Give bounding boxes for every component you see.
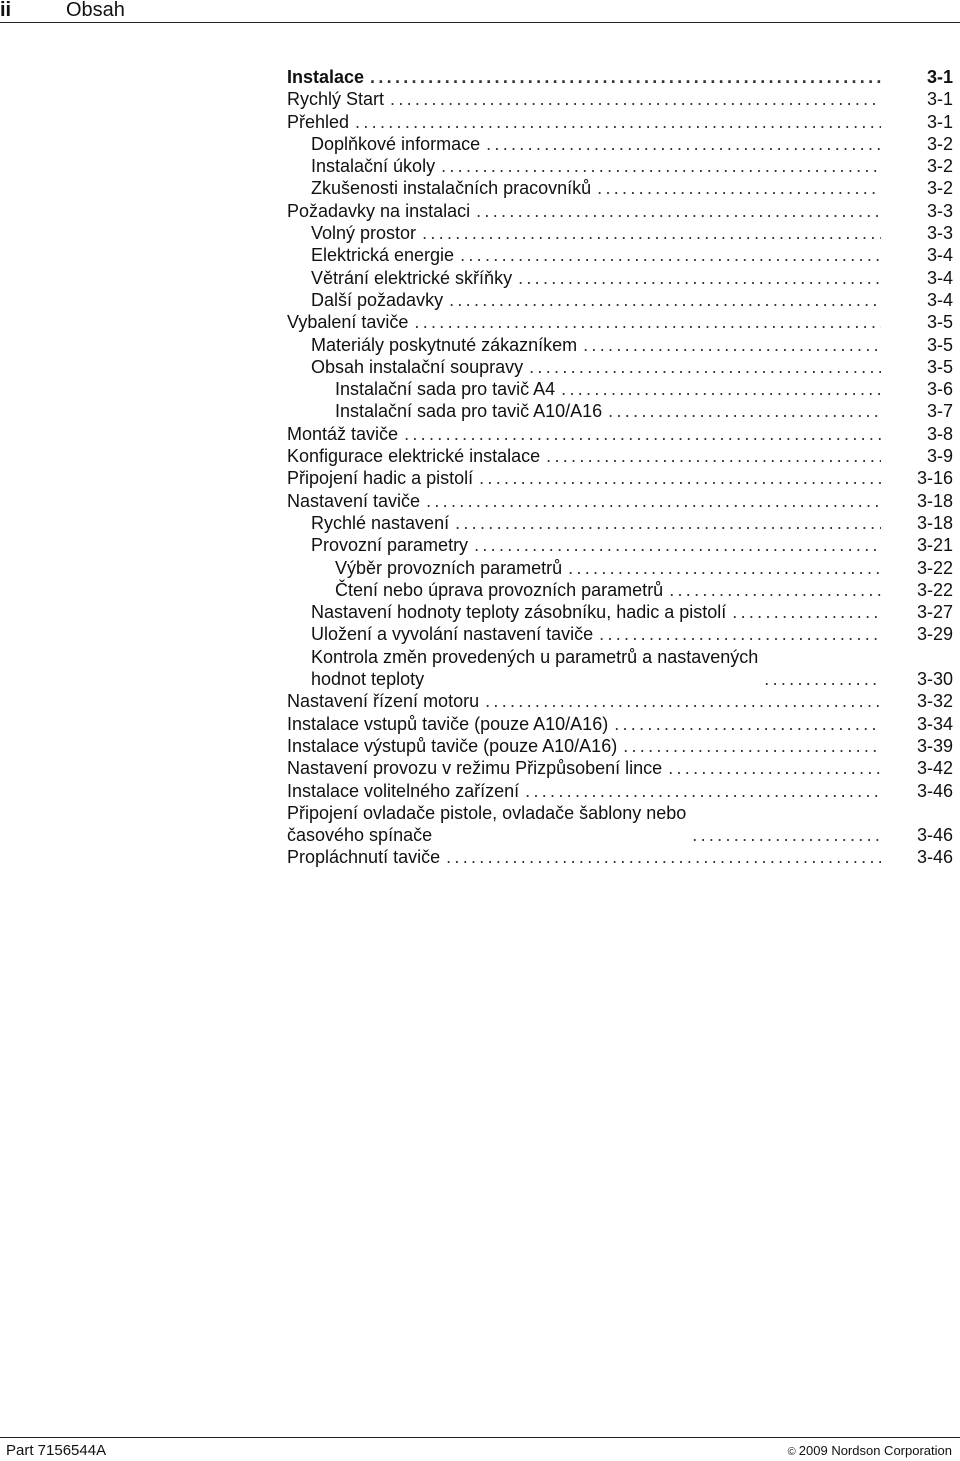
- toc-entry[interactable]: [287, 155, 953, 177]
- toc-entry[interactable]: [287, 267, 953, 289]
- toc-entry-page: 3-5: [926, 312, 953, 333]
- toc-entry-title: Nastavení taviče: [287, 490, 421, 511]
- toc-entry-page: 3-22: [916, 557, 953, 578]
- toc-leader-dots: [441, 155, 881, 177]
- toc-leader-dots: [764, 668, 881, 690]
- toc-entry-title: Připojení ovladače pistole, ovladače šablony nebo časového spínače: [287, 802, 687, 846]
- table-of-contents: [287, 66, 953, 869]
- toc-leader-dots: [476, 200, 881, 222]
- toc-leader-dots: [599, 623, 881, 645]
- toc-entry[interactable]: [287, 378, 953, 400]
- toc-leader-dots: [479, 467, 881, 489]
- toc-entry[interactable]: [287, 311, 953, 333]
- toc-entry[interactable]: [287, 623, 953, 645]
- toc-entry-title: Volný prostor: [311, 223, 417, 244]
- toc-entry[interactable]: [287, 133, 953, 155]
- toc-entry[interactable]: [287, 579, 953, 601]
- header-divider: [0, 22, 960, 23]
- toc-leader-dots: [525, 780, 881, 802]
- toc-entry-page: 3-3: [926, 200, 953, 221]
- toc-entry[interactable]: [287, 757, 953, 779]
- toc-entry-page: 3-8: [926, 423, 953, 444]
- toc-entry-title: Požadavky na instalaci: [287, 200, 471, 221]
- toc-entry-title: Instalační sada pro tavič A4: [335, 379, 556, 400]
- toc-entry-page: 3-9: [926, 446, 953, 467]
- toc-entry[interactable]: [287, 356, 953, 378]
- toc-leader-dots: [446, 846, 881, 868]
- toc-entry-title: Materiály poskytnuté zákazníkem: [311, 334, 578, 355]
- toc-entry[interactable]: [287, 177, 953, 199]
- toc-entry-page: 3-5: [926, 356, 953, 377]
- toc-entry-page: 3-2: [926, 156, 953, 177]
- toc-entry-title: Instalační sada pro tavič A10/A16: [335, 401, 603, 422]
- toc-leader-dots: [614, 713, 881, 735]
- toc-entry-page: 3-18: [916, 490, 953, 511]
- toc-leader-dots: [668, 757, 881, 779]
- page-number: ii: [0, 0, 12, 21]
- toc-entry-title: Obsah instalační soupravy: [311, 356, 524, 377]
- toc-entry[interactable]: [287, 111, 953, 133]
- toc-entry-page: 3-16: [916, 468, 953, 489]
- toc-entry[interactable]: [287, 512, 953, 534]
- toc-entry-page: 3-27: [916, 602, 953, 623]
- toc-entry[interactable]: [287, 601, 953, 623]
- copyright-text: 2009 Nordson Corporation: [798, 1443, 952, 1458]
- toc-entry-title: Nastavení řízení motoru: [287, 691, 480, 712]
- toc-entry-title: Propláchnutí taviče: [287, 847, 441, 868]
- toc-entry-title: Provozní parametry: [311, 535, 469, 556]
- toc-entry-page: 3-42: [916, 758, 953, 779]
- toc-entry-page: 3-46: [916, 780, 953, 801]
- toc-entry[interactable]: [287, 490, 953, 512]
- toc-leader-dots: [449, 289, 881, 311]
- toc-entry-title: Čtení nebo úprava provozních parametrů: [335, 579, 664, 600]
- toc-entry-page: 3-1: [926, 111, 953, 132]
- toc-entry[interactable]: [287, 780, 953, 802]
- toc-entry[interactable]: [287, 445, 953, 467]
- toc-entry-page: 3-2: [926, 178, 953, 199]
- toc-leader-dots: [460, 244, 881, 266]
- toc-entry[interactable]: [287, 735, 953, 757]
- toc-entry[interactable]: [287, 244, 953, 266]
- toc-leader-dots: [404, 423, 881, 445]
- copyright: [788, 1443, 952, 1460]
- toc-entry-page: 3-29: [916, 624, 953, 645]
- toc-leader-dots: [486, 133, 881, 155]
- toc-entry-page: 3-5: [926, 334, 953, 355]
- toc-entry[interactable]: [287, 88, 953, 110]
- toc-entry-page: 3-46: [916, 847, 953, 868]
- toc-entry-title: Přehled: [287, 111, 350, 132]
- toc-leader-dots: [732, 601, 881, 623]
- footer-divider: [0, 1437, 960, 1438]
- page-header: [0, 0, 960, 22]
- toc-leader-dots: [669, 579, 881, 601]
- toc-entry-title: Rychlý Start: [287, 89, 385, 110]
- toc-entry-page: 3-30: [916, 669, 953, 690]
- toc-leader-dots: [692, 824, 881, 846]
- toc-entry[interactable]: [287, 557, 953, 579]
- toc-entry-page: 3-46: [916, 825, 953, 846]
- toc-leader-dots: [518, 267, 881, 289]
- toc-entry-title: Nastavení hodnoty teploty zásobníku, hadic a pistolí: [311, 602, 727, 623]
- toc-entry-title: Další požadavky: [311, 289, 444, 310]
- toc-entry[interactable]: [287, 222, 953, 244]
- toc-leader-dots: [370, 66, 881, 88]
- toc-leader-dots: [355, 111, 881, 133]
- toc-entry-page: 3-2: [926, 133, 953, 154]
- toc-entry-page: 3-4: [926, 245, 953, 266]
- toc-leader-dots: [485, 690, 881, 712]
- toc-entry-page: 3-1: [926, 89, 953, 110]
- toc-entry-title: Rychlé nastavení: [311, 512, 450, 533]
- toc-entry-title: Montáž taviče: [287, 423, 399, 444]
- toc-entry-title: Uložení a vyvolání nastavení taviče: [311, 624, 594, 645]
- toc-entry-title: Elektrická energie: [311, 245, 455, 266]
- toc-leader-dots: [597, 177, 881, 199]
- toc-entry-title: Doplňkové informace: [311, 133, 481, 154]
- toc-leader-dots: [474, 534, 881, 556]
- toc-entry[interactable]: [287, 200, 953, 222]
- toc-entry[interactable]: [287, 423, 953, 445]
- copyright-symbol: ©: [787, 1446, 796, 1458]
- toc-entry[interactable]: [287, 400, 953, 422]
- toc-leader-dots: [583, 334, 881, 356]
- toc-leader-dots: [426, 490, 881, 512]
- toc-entry[interactable]: [287, 690, 953, 712]
- toc-entry-page: 3-18: [916, 512, 953, 533]
- toc-entry-title: Zkušenosti instalačních pracovníků: [311, 178, 592, 199]
- toc-entry-page: 3-4: [926, 289, 953, 310]
- toc-entry[interactable]: [287, 289, 953, 311]
- toc-entry-page: 3-34: [916, 713, 953, 734]
- toc-entry-page: 3-6: [926, 379, 953, 400]
- toc-entry-title: Instalace volitelného zařízení: [287, 780, 520, 801]
- toc-entry-title: Výběr provozních parametrů: [335, 557, 563, 578]
- toc-entry-page: 3-39: [916, 735, 953, 756]
- toc-entry-page: 3-7: [926, 401, 953, 422]
- toc-entry-title: Instalace výstupů taviče (pouze A10/A16): [287, 735, 618, 756]
- toc-entry-title: Instalace: [287, 67, 365, 87]
- toc-leader-dots: [623, 735, 881, 757]
- toc-entry[interactable]: [287, 846, 953, 868]
- toc-leader-dots: [414, 311, 881, 333]
- toc-entry-title: Nastavení provozu v režimu Přizpůsobení lince: [287, 758, 663, 779]
- toc-entry-page: 3-21: [916, 535, 953, 556]
- toc-entry-page: 3-3: [926, 223, 953, 244]
- toc-leader-dots: [568, 557, 881, 579]
- toc-entry-title: Vybalení taviče: [287, 312, 409, 333]
- toc-entry[interactable]: [287, 713, 953, 735]
- page-title: Obsah: [66, 0, 125, 21]
- toc-entry-title: Instalace vstupů taviče (pouze A10/A16): [287, 713, 609, 734]
- toc-leader-dots: [422, 222, 881, 244]
- toc-entry-page: 3-1: [926, 67, 953, 87]
- toc-leader-dots: [546, 445, 881, 467]
- part-number: Part 7156544A: [6, 1442, 107, 1459]
- toc-entry-page: 3-32: [916, 691, 953, 712]
- toc-entry-title: Konfigurace elektrické instalace: [287, 446, 541, 467]
- toc-leader-dots: [608, 400, 881, 422]
- toc-entry-title: Instalační úkoly: [311, 156, 436, 177]
- toc-leader-dots: [390, 88, 881, 110]
- toc-entry-page: 3-22: [916, 579, 953, 600]
- toc-entry[interactable]: [287, 467, 953, 489]
- toc-leader-dots: [561, 378, 881, 400]
- toc-entry-page: 3-4: [926, 267, 953, 288]
- toc-entry[interactable]: [287, 334, 953, 356]
- toc-entry[interactable]: [287, 66, 953, 88]
- toc-entry-title: Připojení hadic a pistolí: [287, 468, 474, 489]
- toc-entry[interactable]: [287, 646, 953, 691]
- toc-leader-dots: [529, 356, 881, 378]
- toc-entry-title: Větrání elektrické skříňky: [311, 267, 513, 288]
- toc-entry-title: Kontrola změn provedených u parametrů a nastavených hodnot teploty: [311, 646, 759, 690]
- toc-entry[interactable]: [287, 802, 953, 847]
- toc-entry[interactable]: [287, 534, 953, 556]
- toc-leader-dots: [455, 512, 881, 534]
